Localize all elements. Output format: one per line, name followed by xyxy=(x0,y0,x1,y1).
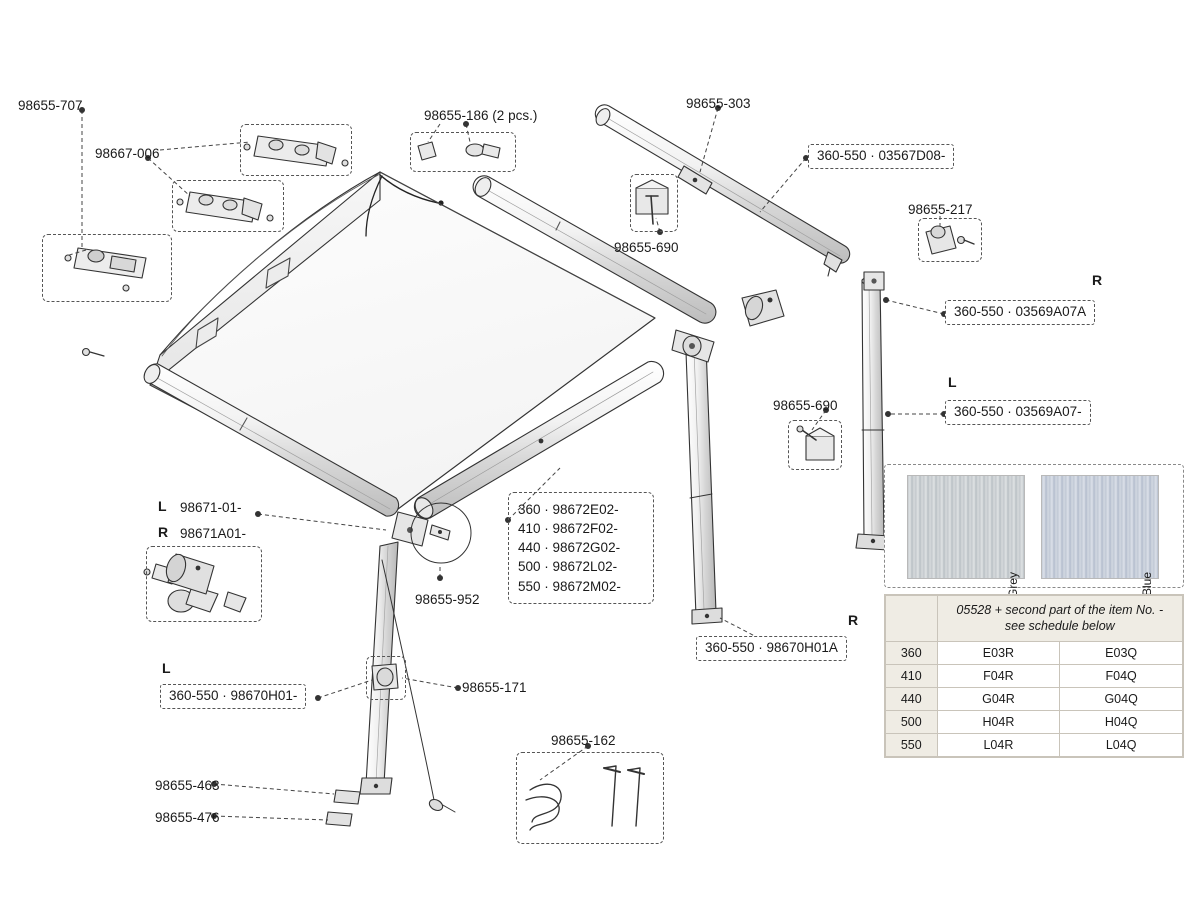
fabric-schedule-table xyxy=(884,594,1184,758)
callout-98655-707: 98655-707 xyxy=(18,98,83,113)
group-98655-186 xyxy=(410,132,516,172)
callout-98655-186: 98655-186 (2 pcs.) xyxy=(424,108,538,123)
schedule-blue-500: H04Q xyxy=(1060,710,1183,733)
schedule-blue-410: F04Q xyxy=(1060,664,1183,687)
table-row xyxy=(886,733,1183,756)
side-marker-right-2: R xyxy=(158,524,169,540)
schedule-blue-440: G04Q xyxy=(1060,687,1183,710)
group-98671-kit xyxy=(146,546,262,622)
side-marker-right-1: R xyxy=(1092,272,1103,288)
callout-98655-463: 98655-463 xyxy=(155,778,220,793)
table-row xyxy=(886,710,1183,733)
callout-98655-162: 98655-162 xyxy=(551,733,616,748)
group-98655-171 xyxy=(366,656,406,700)
schedule-size-550: 550 xyxy=(886,733,938,756)
schedule-grey-550: L04R xyxy=(937,733,1060,756)
callout-98671-01: 98671-01- xyxy=(180,500,242,515)
callout-98667-006: 98667-006 xyxy=(95,146,160,161)
callout-03567D08: 360-550 · 03567D08- xyxy=(808,144,954,169)
schedule-grey-500: H04R xyxy=(937,710,1060,733)
callout-98655-690-upper: 98655-690 xyxy=(614,240,679,255)
side-marker-right-3: R xyxy=(848,612,859,628)
schedule-header: 05528 + second part of the item No. - see schedule below xyxy=(937,596,1182,642)
side-marker-left-2: L xyxy=(158,498,167,514)
swatch-royal-blue xyxy=(1041,475,1159,579)
callout-03569A07: 360-550 · 03569A07- xyxy=(945,400,1091,425)
schedule-size-440: 440 xyxy=(886,687,938,710)
schedule-grey-440: G04R xyxy=(937,687,1060,710)
callout-98655-217: 98655-217 xyxy=(908,202,973,217)
group-98655-690-upper xyxy=(630,174,678,232)
swatch-royal-grey xyxy=(907,475,1025,579)
callout-98655-952: 98655-952 xyxy=(415,592,480,607)
group-98655-690-lower xyxy=(788,420,842,470)
callout-98655-476: 98655-476 xyxy=(155,810,220,825)
side-marker-left-3: L xyxy=(162,660,171,676)
group-98655-217 xyxy=(918,218,982,262)
table-row xyxy=(886,687,1183,710)
callout-98655-690-lower: 98655-690 xyxy=(773,398,838,413)
callout-98671A01: 98671A01- xyxy=(180,526,247,541)
schedule-size-360: 360 xyxy=(886,641,938,664)
side-marker-left-1: L xyxy=(948,374,957,390)
schedule-corner-cell xyxy=(886,596,938,642)
roller-tube-code-list xyxy=(518,500,621,596)
table-row xyxy=(886,664,1183,687)
roller-code-440: 440 · 98672G02- xyxy=(518,540,621,556)
roller-code-360: 360 · 98672E02- xyxy=(518,502,619,517)
group-bracket-1 xyxy=(240,124,352,176)
callout-98670H01: 360-550 · 98670H01- xyxy=(160,684,306,709)
callout-98655-303: 98655-303 xyxy=(686,96,751,111)
schedule-size-410: 410 xyxy=(886,664,938,687)
roller-code-500: 500 · 98672L02- xyxy=(518,559,618,575)
roller-code-550: 550 · 98672M02- xyxy=(518,578,621,594)
schedule-size-500: 500 xyxy=(886,710,938,733)
table-row xyxy=(886,641,1183,664)
callout-98655-171: 98655-171 xyxy=(462,680,527,695)
group-bracket-2 xyxy=(172,180,284,232)
schedule-blue-550: L04Q xyxy=(1060,733,1183,756)
group-bracket-3 xyxy=(42,234,172,302)
group-98655-162 xyxy=(516,752,664,844)
schedule-blue-360: E03Q xyxy=(1060,641,1183,664)
callout-98670H01A: 360-550 · 98670H01A xyxy=(696,636,847,661)
schedule-grey-360: E03R xyxy=(937,641,1060,664)
schedule-grey-410: F04R xyxy=(937,664,1060,687)
roller-code-410: 410 · 98672F02- xyxy=(518,521,618,537)
callout-03569A07A: 360-550 · 03569A07A xyxy=(945,300,1095,325)
fabric-swatch-panel xyxy=(884,464,1184,588)
